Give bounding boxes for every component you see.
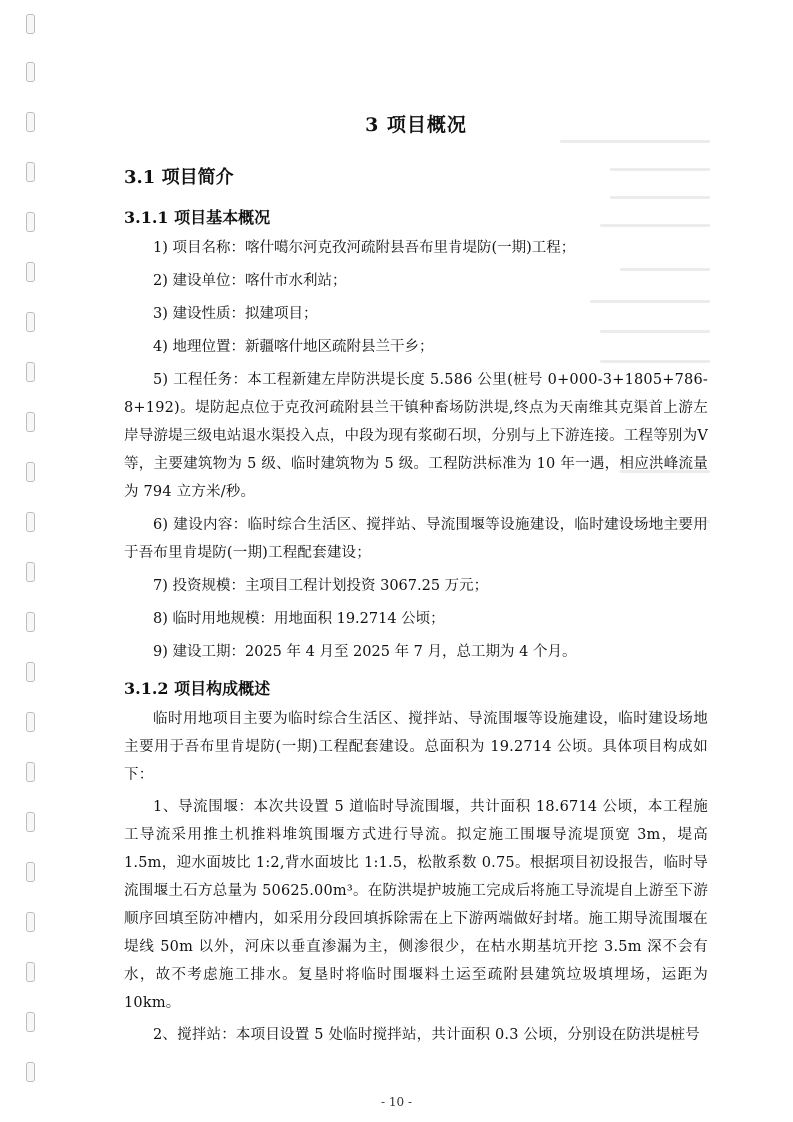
- list-item: 9) 建设工期：2025 年 4 月至 2025 年 7 月，总工期为 4 个月。: [153, 644, 577, 660]
- binding-hole: [26, 62, 35, 82]
- list-item: 4) 地理位置：新疆喀什地区疏附县兰干乡；: [153, 339, 434, 355]
- paragraph: 临时用地项目主要为临时综合生活区、搅拌站、导流围堰等设施建设，临时建设场地主要用于吾布里肯堤防(一期)工程配套建设。总面积为 19.2714 公顷。具体项目构成如下：: [124, 711, 708, 783]
- paragraph: 2、搅拌站：本项目设置 5 处临时搅拌站，共计面积 0.3 公顷，分别设在防洪堤桩号: [153, 1027, 700, 1043]
- binding-hole: [26, 212, 35, 232]
- binding-hole: [26, 262, 35, 282]
- binding-hole: [26, 612, 35, 632]
- binding-holes: [0, 0, 40, 1122]
- project-overview-list: [124, 234, 708, 666]
- binding-hole: [26, 1012, 35, 1032]
- list-item: 5) 工程任务：本工程新建左岸防洪堤长度 5.586 公里(桩号 0+000-3+1805+786-8+192)。堤防起点位于克孜河疏附县兰干镇种畜场防洪堤,终点为天南维其克渠首上游左岸导游堤三级电站退水渠投入点，中段为现有浆砌石坝，分别与上下游连接。工程等别为Ⅴ等，主要建筑物为 5 级、临时建筑物为 5 级。工程防洪标准为 10 年一遇，相应洪峰流量为 794 立方米/秒。: [124, 372, 708, 500]
- binding-hole: [26, 862, 35, 882]
- binding-hole: [26, 762, 35, 782]
- binding-hole: [26, 662, 35, 682]
- document-body: [124, 110, 708, 1049]
- list-item: 6) 建设内容：临时综合生活区、搅拌站、导流围堰等设施建设，临时建设场地主要用于吾布里肯堤防(一期)工程配套建设；: [124, 517, 708, 561]
- chapter-title: 3 项目概况: [365, 114, 467, 136]
- list-item: 2) 建设单位：喀什市水利站；: [153, 273, 347, 289]
- binding-hole: [26, 912, 35, 932]
- binding-hole: [26, 812, 35, 832]
- binding-hole: [26, 14, 35, 34]
- binding-hole: [26, 712, 35, 732]
- binding-hole: [26, 412, 35, 432]
- paragraph: 1、导流围堰：本次共设置 5 道临时导流围堰，共计面积 18.6714 公顷，本工程施工导流采用推土机推料堆筑围堰方式进行导流。拟定施工围堰导流堤顶宽 3m，堤高 1.5m，迎水面坡比 1:2,背水面坡比 1:1.5，松散系数 0.75。根据项目初设报告，临时导流围堰土石方总量为 50625.00m³。在防洪堤护坡施工完成后将施工导流堤自上游至下游顺序回填至防冲槽内，如采用分段回填拆除需在上下游两端做好封堵。施工期导流围堰在堤线 50m 以外，河床以垂直渗漏为主，侧渗很少，在枯水期基坑开挖 3.5m 深不会有水，故不考虑施工排水。复垦时将临时围堰料土运至疏附县建筑垃圾填埋场，运距为 10km。: [124, 799, 708, 1011]
- page-number: - 10 -: [380, 1095, 412, 1109]
- list-item: 3) 建设性质：拟建项目；: [153, 306, 318, 322]
- binding-hole: [26, 462, 35, 482]
- section-title: 3.1 项目简介: [124, 167, 234, 188]
- subsection-title: 3.1.1 项目基本概况: [124, 208, 271, 227]
- binding-hole: [26, 312, 35, 332]
- binding-hole: [26, 562, 35, 582]
- binding-hole: [26, 512, 35, 532]
- binding-hole: [26, 362, 35, 382]
- binding-hole: [26, 1062, 35, 1082]
- list-item: 7) 投资规模：主项目工程计划投资 3067.25 万元；: [153, 578, 489, 594]
- list-item: 8) 临时用地规模：用地面积 19.2714 公顷；: [153, 611, 445, 627]
- list-item: 1) 项目名称：喀什噶尔河克孜河疏附县吾布里肯堤防(一期)工程；: [153, 240, 576, 256]
- binding-hole: [26, 112, 35, 132]
- binding-hole: [26, 162, 35, 182]
- binding-hole: [26, 962, 35, 982]
- subsection-title: 3.1.2 项目构成概述: [124, 679, 271, 698]
